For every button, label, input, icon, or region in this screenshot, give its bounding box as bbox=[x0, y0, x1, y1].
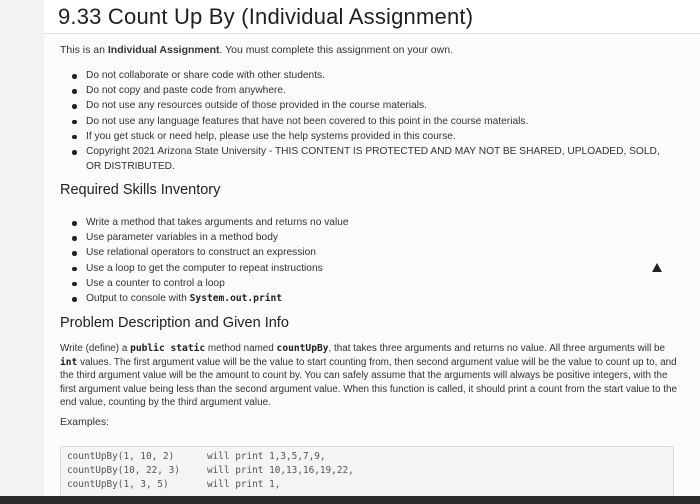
mouse-cursor-icon bbox=[652, 263, 662, 272]
list-item: Use relational operators to construct an expression bbox=[72, 245, 349, 260]
list-item: Do not use any resources outside of those provided in the course materials. bbox=[72, 98, 672, 113]
list-item: Do not copy and paste code from anywhere. bbox=[72, 83, 672, 98]
skills-list bbox=[72, 215, 349, 306]
code-example-box bbox=[60, 446, 674, 498]
bottom-edge bbox=[0, 496, 700, 504]
inline-code: public static bbox=[130, 343, 206, 354]
list-item: Do not use any language features that have not been covered to this point in the course materials. bbox=[72, 114, 672, 129]
list-item: Do not collaborate or share code with other students. bbox=[72, 68, 672, 83]
list-item: Use a counter to control a loop bbox=[72, 276, 349, 291]
code-output: will print 1, bbox=[207, 479, 281, 490]
list-item: Output to console with System.out.print bbox=[72, 291, 349, 306]
intro-bold: Individual Assignment bbox=[107, 44, 220, 56]
rules-list bbox=[72, 68, 672, 174]
inline-code: countUpBy bbox=[276, 343, 329, 354]
examples-label: Examples: bbox=[60, 416, 110, 428]
list-item: Write a method that takes arguments and returns no value bbox=[72, 215, 349, 230]
list-item: Use a loop to get the computer to repeat instructions bbox=[72, 261, 349, 276]
page-title: 9.33 Count Up By (Individual Assignment) bbox=[58, 4, 474, 29]
list-item: Use parameter variables in a method body bbox=[72, 230, 349, 245]
list-item: If you get stuck or need help, please use the help systems provided in this course. bbox=[72, 129, 672, 144]
inline-code: int bbox=[60, 356, 78, 368]
intro-text: This is an Individual Assignment. You must complete this assignment on your own. bbox=[60, 44, 453, 56]
skills-heading: Required Skills Inventory bbox=[60, 182, 221, 198]
problem-heading: Problem Description and Given Info bbox=[60, 315, 289, 331]
code-output: will print 1,3,5,7,9, bbox=[207, 451, 326, 462]
code-call: countUpBy(1, 3, 5) bbox=[67, 479, 169, 490]
code-call: countUpBy(10, 22, 3) bbox=[67, 465, 180, 476]
problem-description: Write (define) a public static method named countUpBy, that takes three arguments and returns no value. All three arguments will be int values. The first argument value will be the value to start counting from, then second argument value will be the value to count up to, and the third argument value will be the amount to count by. You can safely assume that the arguments will always be positive integers, with the first argument value being less than the second argument value. When this function is called, it should print a count from the start value to the end value, counting by the third argument value. bbox=[60, 343, 677, 409]
code-output: will print 10,13,16,19,22, bbox=[207, 465, 354, 476]
inline-code: System.out.print bbox=[189, 293, 283, 305]
list-item: Copyright 2021 Arizona State University - THIS CONTENT IS PROTECTED AND MAY NOT BE SHARED, UPLOADED, SOLD, OR DISTRIBUTED. bbox=[72, 144, 662, 174]
code-call: countUpBy(1, 10, 2) bbox=[67, 451, 175, 462]
